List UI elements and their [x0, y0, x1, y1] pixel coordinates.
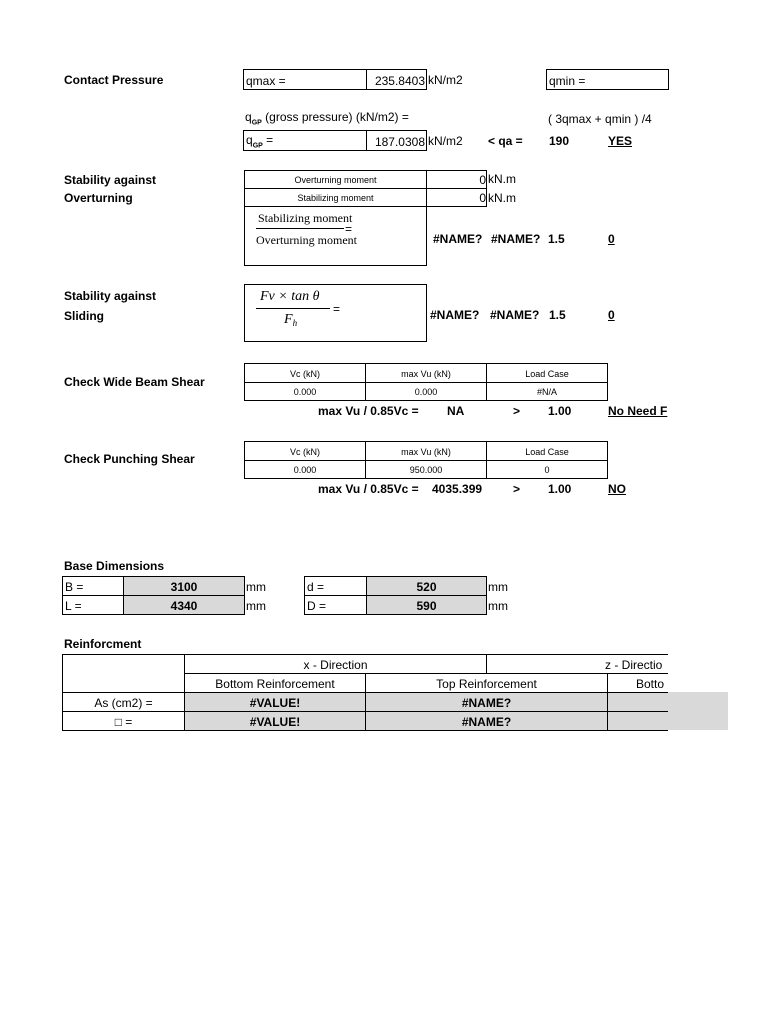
- overturning-title-1: Stability against: [64, 173, 157, 187]
- qmax-unit: kN/m2: [428, 73, 463, 87]
- reinforcement-overflow-band: [668, 692, 728, 730]
- bar-bottom-cell[interactable]: #VALUE!: [184, 711, 366, 731]
- reinforcement-corner-cell[interactable]: [62, 654, 185, 693]
- contact-pressure-title: Contact Pressure: [64, 73, 164, 87]
- contact-pressure-result: YES: [608, 134, 633, 148]
- overturning-frac-bar: [256, 228, 344, 229]
- big-d-unit: mm: [488, 599, 508, 613]
- sliding-frac-num: Fv × tan θ: [260, 289, 320, 304]
- qgr-desc-line: $q_{GP}$ (gross pressure) (kN/m2) =: [245, 110, 409, 127]
- stabilizing-moment-unit: kN.m: [488, 191, 516, 205]
- overturning-moment-label[interactable]: Overturning moment: [244, 170, 427, 189]
- bar-label-cell[interactable]: □ =: [62, 711, 185, 731]
- punching-limit: 1.00: [548, 482, 572, 496]
- wide-beam-gt: >: [513, 404, 521, 418]
- wide-beam-title: Check Wide Beam Shear: [64, 375, 205, 389]
- bar-z-bottom-cell[interactable]: [607, 711, 668, 731]
- b-label-cell[interactable]: B =: [62, 576, 124, 596]
- punching-header-loadcase[interactable]: Load Case: [486, 441, 608, 461]
- stabilizing-moment-label[interactable]: Stabilizing moment: [244, 188, 427, 207]
- as-z-bottom-cell[interactable]: [607, 692, 668, 712]
- qmax-value-cell[interactable]: 235.8403: [366, 69, 427, 90]
- x-bottom-header[interactable]: Bottom Reinforcement: [184, 673, 366, 693]
- d-label-cell[interactable]: d =: [304, 576, 367, 596]
- punching-ratio-label: max Vu / 0.85Vc =: [318, 482, 419, 496]
- sliding-val1: #NAME?: [430, 308, 480, 322]
- overturning-eq: =: [345, 222, 353, 236]
- wide-beam-header-vu[interactable]: max Vu (kN): [365, 363, 487, 383]
- punching-value-loadcase[interactable]: 0: [486, 460, 608, 479]
- punching-ratio-value: 4035.399: [432, 482, 483, 496]
- qgr-value-cell[interactable]: 187.0308: [366, 130, 427, 151]
- overturning-title-2: Overturning: [64, 191, 133, 205]
- l-label-cell[interactable]: L =: [62, 595, 124, 615]
- wide-beam-ratio-value: NA: [447, 404, 465, 418]
- punching-value-vu[interactable]: 950.000: [365, 460, 487, 479]
- qgr-desc: (gross pressure) (kN/m2) =: [265, 110, 409, 124]
- b-value-cell[interactable]: 3100: [123, 576, 245, 596]
- sliding-title-2: Sliding: [64, 309, 104, 323]
- l-unit: mm: [246, 599, 266, 613]
- qmax-label-cell[interactable]: qmax =: [243, 69, 367, 90]
- d-value-cell[interactable]: 520: [366, 576, 487, 596]
- z-direction-label: z - Directio: [605, 658, 663, 672]
- punching-header-vc[interactable]: Vc (kN): [244, 441, 366, 461]
- wide-beam-header-vc[interactable]: Vc (kN): [244, 363, 366, 383]
- overturning-val2: #NAME?: [491, 232, 541, 246]
- big-d-value-cell[interactable]: 590: [366, 595, 487, 615]
- punching-header-vu[interactable]: max Vu (kN): [365, 441, 487, 461]
- qa-value: 190: [549, 134, 570, 148]
- wide-beam-limit: 1.00: [548, 404, 572, 418]
- z-bottom-header[interactable]: Botto: [607, 673, 668, 693]
- reinforcement-table: [62, 654, 668, 731]
- wide-beam-value-vu[interactable]: 0.000: [365, 382, 487, 401]
- bar-top-cell[interactable]: #NAME?: [365, 711, 608, 731]
- x-direction-header[interactable]: x - Direction: [184, 654, 487, 674]
- stabilizing-moment-value[interactable]: 0: [426, 188, 487, 207]
- qgr-label-cell[interactable]: $q_{GP}$ =: [243, 130, 367, 151]
- wide-beam-ratio-label: max Vu / 0.85Vc =: [318, 404, 419, 418]
- d-unit: mm: [488, 580, 508, 594]
- as-bottom-cell[interactable]: #VALUE!: [184, 692, 366, 712]
- sliding-eq: =: [333, 302, 341, 316]
- qa-label: < qa =: [488, 134, 523, 148]
- punching-gt: >: [513, 482, 521, 496]
- sliding-frac-bar: [256, 308, 330, 309]
- punching-value-vc[interactable]: 0.000: [244, 460, 366, 479]
- l-value-cell[interactable]: 4340: [123, 595, 245, 615]
- as-label-cell[interactable]: As (cm2) =: [62, 692, 185, 712]
- overturning-frac-den: Overturning moment: [256, 233, 357, 247]
- overturning-moment-value[interactable]: 0: [426, 170, 487, 189]
- qgr-unit: kN/m2: [428, 134, 463, 148]
- overturning-val1: #NAME?: [433, 232, 483, 246]
- as-top-cell[interactable]: #NAME?: [365, 692, 608, 712]
- b-unit: mm: [246, 580, 266, 594]
- qgr-formula: ( 3qmax + qmin ) /4: [548, 112, 652, 126]
- overturning-limit: 1.5: [548, 232, 565, 246]
- overturning-result: 0: [608, 232, 615, 246]
- wide-beam-value-loadcase[interactable]: #N/A: [486, 382, 608, 401]
- sliding-frac-den-sub: h: [292, 318, 298, 328]
- sliding-result: 0: [608, 308, 615, 322]
- sliding-frac-den-main: F: [284, 312, 293, 327]
- reinforcement-title: Reinforcment: [64, 637, 142, 651]
- wide-beam-value-vc[interactable]: 0.000: [244, 382, 366, 401]
- wide-beam-header-loadcase[interactable]: Load Case: [486, 363, 608, 383]
- sliding-title-1: Stability against: [64, 289, 157, 303]
- wide-beam-result: No Need F: [608, 405, 668, 417]
- x-top-header[interactable]: Top Reinforcement: [365, 673, 608, 693]
- sliding-limit: 1.5: [549, 308, 566, 322]
- sliding-val2: #NAME?: [490, 308, 540, 322]
- qmin-label-cell[interactable]: qmin =: [546, 69, 669, 90]
- z-direction-header[interactable]: [486, 654, 668, 674]
- sliding-frac-den: [284, 313, 297, 328]
- punching-title: Check Punching Shear: [64, 452, 195, 466]
- base-dimensions-title: Base Dimensions: [64, 559, 165, 573]
- overturning-frac-num: Stabilizing moment: [258, 211, 353, 225]
- overturning-moment-unit: kN.m: [488, 172, 516, 186]
- big-d-label-cell[interactable]: D =: [304, 595, 367, 615]
- punching-result: NO: [608, 482, 626, 496]
